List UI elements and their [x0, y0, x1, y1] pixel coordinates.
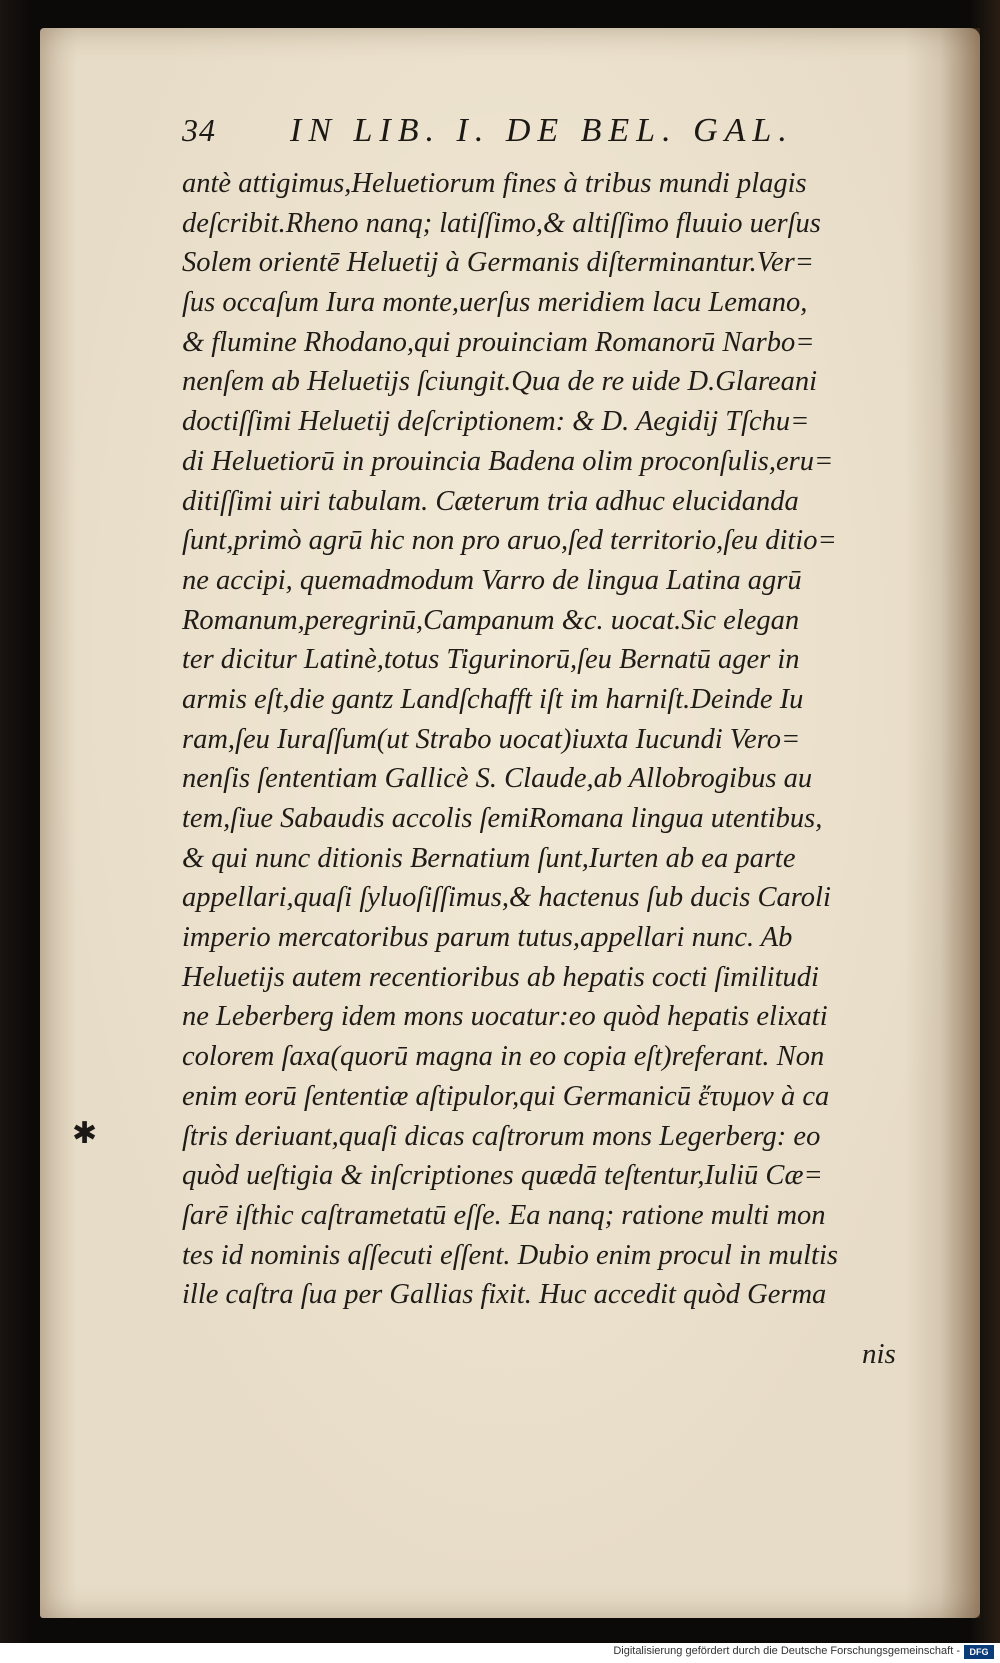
text-line: ille caſtra ſua per Gallias fixit. Huc accedit quòd Germa [182, 1279, 827, 1311]
text-line: Solem orientē Heluetij à Germanis diſterminantur.Ver= [182, 247, 814, 279]
text-line: Romanum,peregrinū,Campanum &c. uocat.Sic elegan [182, 604, 800, 636]
text-line: Heluetijs autem recentioribus ab hepatis cocti ſimilitudi [182, 961, 819, 993]
asterisk-ornament-icon: ✱ [72, 1117, 98, 1150]
text-line: ſtris deriuant,quaſi dicas caſtrorum mons Legerberg: eo [182, 1120, 821, 1152]
footer-credit: Digitalisierung gefördert durch die Deutsche Forschungsgemeinschaft - [613, 1645, 960, 1657]
text-line: enim eorū ſententiæ aſtipulor,qui Germanicū ἔτυμον à ca [182, 1080, 830, 1112]
dfg-logo-icon: DFG [964, 1645, 994, 1659]
text-line: colorem ſaxa(quorū magna in eo copia eſt)referant. Non [182, 1041, 825, 1073]
text-line: di Heluetiorū in prouincia Badena olim proconſulis,eru= [182, 445, 834, 477]
page-number: 34 [182, 112, 216, 148]
catchword: nis [862, 1338, 896, 1370]
text-line: ter dicitur Latinè,totus Tigurinorū,ſeu Bernatū ager in [182, 644, 800, 676]
text-line: tes id nominis aſſecuti eſſent. Dubio enim procul in multis [182, 1239, 838, 1271]
body-text [182, 164, 922, 1315]
text-line: appellari,quaſi ſyluoſiſſimus,& hactenus ſub ducis Caroli [182, 882, 831, 914]
text-line: & flumine Rhodano,qui prouinciam Romanorū Narbo= [182, 326, 815, 358]
text-line: ne Leberberg idem mons uocatur:eo quòd hepatis elixati [182, 1001, 828, 1033]
text-line: antè attigimus,Heluetiorum fines à tribus mundi plagis [182, 168, 807, 199]
text-line: ditiſſimi uiri tabulam. Cæterum tria adhuc elucidanda [182, 485, 799, 517]
text-line: ſunt,primò agrū hic non pro aruo,ſed territorio,ſeu ditio= [182, 525, 837, 557]
text-line: deſcribit.Rheno nanq; latiſſimo,& altiſſimo fluuio uerſus [182, 207, 821, 239]
text-line: ne accipi, quemadmodum Varro de lingua Latina agrū [182, 564, 802, 596]
text-line: quòd ueſtigia & inſcriptiones quædā teſtentur,Iuliū Cæ= [182, 1160, 823, 1192]
text-line: ſarē iſthic caſtrametatū eſſe. Ea nanq; ratione multi mon [182, 1199, 826, 1231]
footer-bar [0, 1643, 1000, 1663]
running-head: IN LIB. I. DE BEL. GAL. [290, 112, 794, 149]
text-line: & qui nunc ditionis Bernatium ſunt,Iurten ab ea parte [182, 842, 796, 874]
text-line: imperio mercatoribus parum tutus,appellari nunc. Ab [182, 922, 793, 954]
page-header [182, 112, 922, 158]
text-line: ram,ſeu Iuraſſum(ut Strabo uocat)iuxta Iucundi Vero= [182, 723, 801, 755]
text-line: ſus occaſum Iura monte,uerſus meridiem lacu Lemano, [182, 287, 808, 319]
text-line: armis eſt,die gantz Landſchafft iſt im harniſt.Deinde Iu [182, 683, 804, 715]
text-line: doctiſſimi Heluetij deſcriptionem: & D. Aegidij Tſchu= [182, 406, 810, 438]
text-line: nenſis ſententiam Gallicè S. Claude,ab Allobrogibus au [182, 763, 813, 795]
text-line: nenſem ab Heluetijs ſciungit.Qua de re uide D.Glareani [182, 366, 818, 398]
page-edge-shadow [940, 28, 980, 1618]
text-line: tem,ſiue Sabaudis accolis ſemiRomana lingua utentibus, [182, 803, 823, 834]
